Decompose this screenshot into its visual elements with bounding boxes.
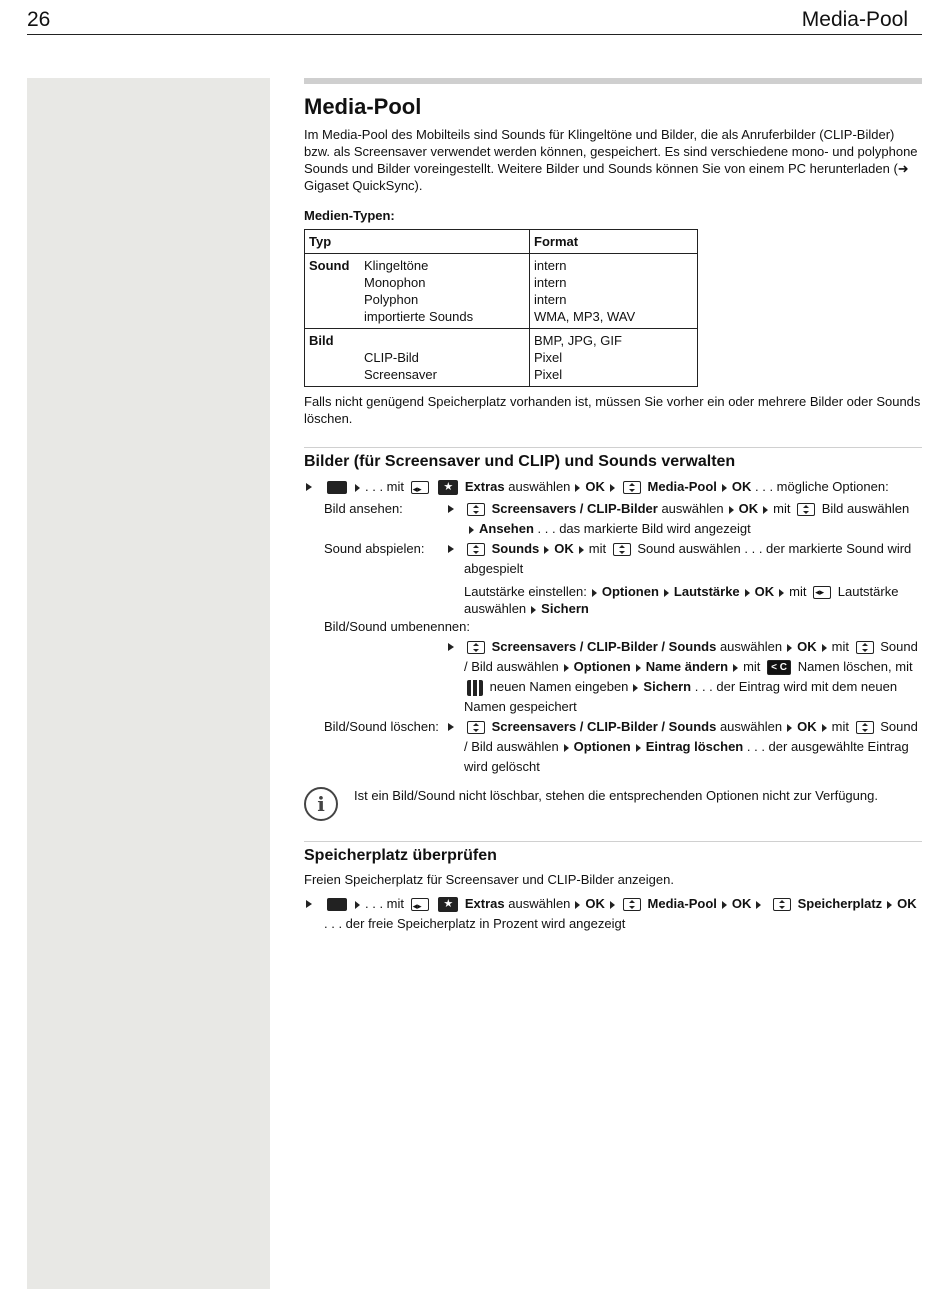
sound-format: intern <box>534 292 567 307</box>
sound-item: Monophon <box>364 275 426 290</box>
arrow-icon <box>355 484 360 492</box>
up-down-key-icon <box>797 503 815 516</box>
page-number: 26 <box>27 8 51 31</box>
step-bullet-icon <box>448 723 454 731</box>
page-title: Media-Pool <box>304 94 422 119</box>
table-row-sound <box>305 254 698 329</box>
option-volume: Lautstärke einstellen: Optionen Lautstärke OK mit ◂▸ Lautstärke auswählen Sichern <box>324 583 922 617</box>
sound-item: Polyphon <box>364 292 419 307</box>
sound-item: Klingeltöne <box>364 258 429 273</box>
table-header-row <box>305 230 698 254</box>
bild-format: Pixel <box>534 350 563 365</box>
option-rename-label: Bild/Sound umbenennen: <box>324 619 471 634</box>
keypad-icon <box>467 680 483 696</box>
sound-item: importierte Sounds <box>364 309 474 324</box>
bild-format: Pixel <box>534 367 563 382</box>
up-down-key-icon <box>467 543 485 556</box>
table-header-typ: Typ <box>305 230 530 254</box>
bild-format: BMP, JPG, GIF <box>534 333 622 348</box>
step-bullet-icon <box>306 900 312 908</box>
bild-label: Bild <box>309 333 334 348</box>
step-bullet-icon <box>448 545 454 553</box>
sidebar-panel <box>27 78 270 1289</box>
sound-label: Sound <box>309 258 350 273</box>
arrow-icon <box>575 484 580 492</box>
storage-description: Freien Speicherplatz für Screensaver und CLIP-Bilder anzeigen. <box>304 872 674 887</box>
top-rule <box>304 78 922 84</box>
bild-item: CLIP-Bild <box>364 350 419 365</box>
menu-key-icon <box>327 481 347 494</box>
media-types-table <box>304 229 698 387</box>
page-header <box>27 6 922 35</box>
table-header-format: Format <box>530 230 698 254</box>
up-down-key-icon <box>467 503 485 516</box>
info-icon: i <box>304 787 338 821</box>
bild-item <box>364 332 437 349</box>
media-types-heading: Medien-Typen: <box>304 208 395 223</box>
running-head: Media-Pool <box>801 8 908 31</box>
four-way-key-icon <box>411 481 429 494</box>
up-down-key-icon <box>856 721 874 734</box>
sound-format: intern <box>534 275 567 290</box>
bild-item: Screensaver <box>364 367 437 382</box>
four-way-key-icon <box>411 898 429 911</box>
menu-key-icon <box>327 898 347 911</box>
section-divider <box>304 841 922 842</box>
up-down-key-icon <box>623 898 641 911</box>
step-check-storage: . . . mit ◂▸ ★ Extras auswählen OK Media-Pool OK Speicherplatz OK . . . der freie Speicherplatz in Prozent wird angezeigt <box>304 894 922 934</box>
up-down-key-icon <box>613 543 631 556</box>
option-delete: Bild/Sound löschen: Screensavers / CLIP-Bilder / Sounds auswählen OK mit Sound / Bild auswählen Optionen Eintrag löschen . . . der ausgewählte Eintrag wird gelöscht <box>324 719 918 774</box>
step-bullet-icon <box>306 483 312 491</box>
option-play-sound: Sound abspielen: Sounds OK mit Sound auswählen . . . der markierte Sound wird abgespielt <box>324 541 912 576</box>
table-row-bild <box>305 329 698 387</box>
up-down-key-icon <box>623 481 641 494</box>
main-content <box>304 78 922 936</box>
option-view-image: Bild ansehen: Screensavers / CLIP-Bilder auswählen OK mit Bild auswählenAnsehen . . . das markierte Bild wird angezeigt <box>324 501 910 536</box>
star-icon: ★ <box>438 480 458 495</box>
left-right-key-icon <box>813 586 831 599</box>
step-open-media-pool: . . . mit ◂▸ ★ Extras auswählen OK Media-Pool OK . . . mögliche Optionen: <box>304 477 922 497</box>
sound-format: intern <box>534 258 567 273</box>
sound-format: WMA, MP3, WAV <box>534 309 636 324</box>
arrow-icon <box>722 484 727 492</box>
section-title-manage: Bilder (für Screensaver und CLIP) und Sounds verwalten <box>304 453 736 470</box>
info-text: Ist ein Bild/Sound nicht löschbar, stehen die entsprechenden Optionen nicht zur Verfügung. <box>354 788 878 803</box>
option-rename: Screensavers / CLIP-Bilder / Sounds auswählen OK mit Sound / Bild auswählen Optionen Name ändern mit < C Namen löschen, mit neuen Namen eingeben Sichern . . . der Eintrag wird mit dem neuen Namen gespeichert <box>324 637 922 717</box>
section-title-storage: Speicherplatz überprüfen <box>304 847 497 864</box>
back-key-icon: < C <box>767 660 791 675</box>
section-divider <box>304 447 922 448</box>
up-down-key-icon <box>773 898 791 911</box>
up-down-key-icon <box>467 641 485 654</box>
star-icon: ★ <box>438 897 458 912</box>
intro-paragraph: Im Media-Pool des Mobilteils sind Sounds für Klingeltöne und Bilder, die als Anruferbilder (CLIP-Bilder) bzw. als Screensaver verwendet werden können, gespeichert. Es sind verschiedene mono- und polyphone Sounds und Bilder voreingestellt. Weitere Bilder und Sounds können Sie von einem PC herunterladen (➜ Gigaset QuickSync). <box>304 127 918 193</box>
up-down-key-icon <box>856 641 874 654</box>
step-bullet-icon <box>448 643 454 651</box>
storage-note: Falls nicht genügend Speicherplatz vorhanden ist, müssen Sie vorher ein oder mehrere Bilder oder Sounds löschen. <box>304 394 921 426</box>
arrow-icon <box>610 484 615 492</box>
up-down-key-icon <box>467 721 485 734</box>
info-note <box>304 787 922 821</box>
step-bullet-icon <box>448 505 454 513</box>
